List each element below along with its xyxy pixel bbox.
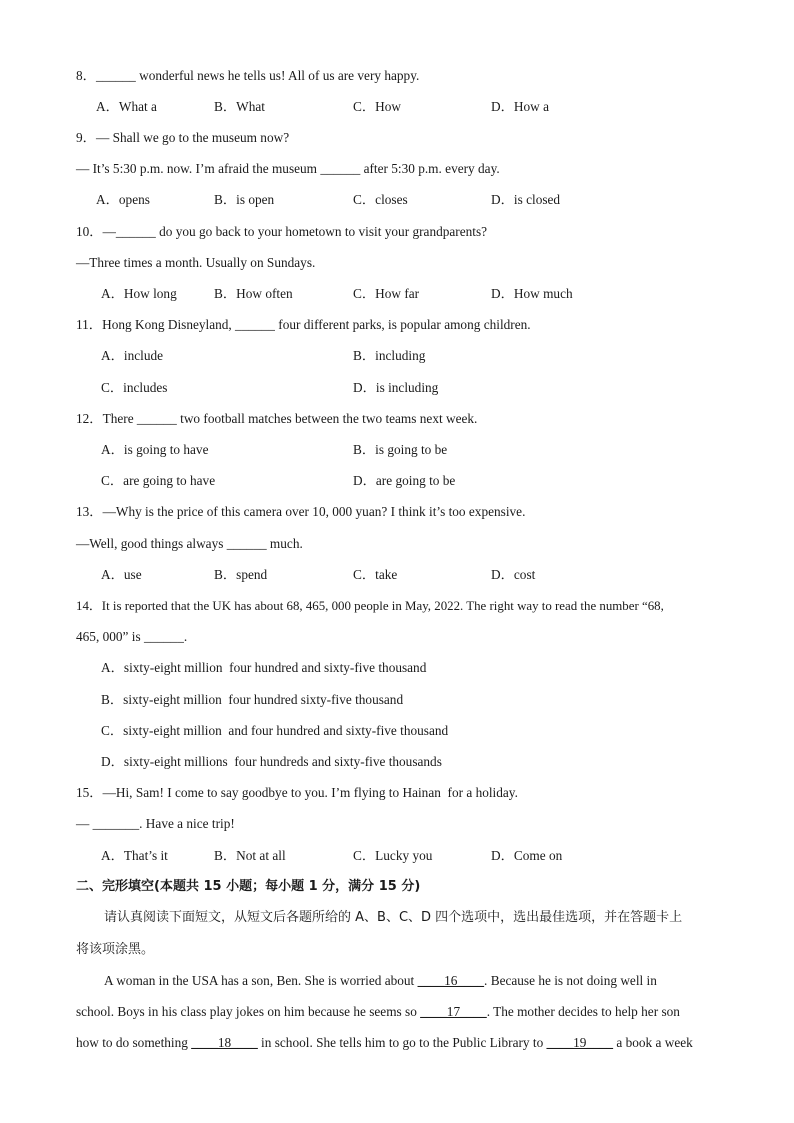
q12-option-c: C．are going to have [101,473,216,488]
q11-option-b: B．including [353,348,426,363]
q10-option-b: B．How often [214,286,293,301]
passage-text: in school. She tells him to go to the Public Library to [257,1035,547,1050]
q14-option-c: C．sixty-eight million and four hundred and sixty-five thousand [101,723,449,738]
q15-option-d: D．Come on [491,848,563,863]
question-13-reply: —Well, good things always ______ much. [76,536,303,551]
q12-option-d: D．are going to be [353,473,456,488]
q12-option-a: A．is going to have [101,442,209,457]
q8-option-b: B．What [214,99,265,114]
q15-option-b: B．Not at all [214,848,286,863]
question-14-stem: 14．It is reported that the UK has about 68, 465, 000 people in May, 2022. The right way to read the number “68, [76,599,664,613]
passage-text: how to do something [76,1035,192,1050]
q10-option-d: D．How much [491,286,573,301]
q15-option-a: A．That’s it [101,848,168,863]
q9-option-a: A．opens [96,192,150,207]
question-9-reply: — It’s 5:30 p.m. now. I’m afraid the museum ______ after 5:30 p.m. every day. [76,161,500,176]
question-8-stem: 8．______ wonderful news he tells us! All of us are very happy. [76,68,420,83]
blank-18: ____18____ [191,1035,258,1050]
q14-option-b: B．sixty-eight million four hundred sixty-five thousand [101,692,404,707]
passage-text: A woman in the USA has a son, Ben. She is worried about [104,973,418,988]
q11-option-c: C．includes [101,380,168,395]
passage-text: . The mother decides to help her son [486,1004,680,1019]
q14-option-d: D．sixty-eight millions four hundreds and sixty-five thousands [101,754,442,769]
blank-19: ____19____ [546,1035,614,1050]
q8-option-d: D．How a [491,99,549,114]
q13-option-c: C．take [353,567,398,582]
q11-option-a: A．include [101,348,164,363]
section-2-instruction-line-2: 将该项涂黑。 [76,942,155,957]
question-9-stem: 9．— Shall we go to the museum now? [76,130,290,145]
q11-option-d: D．is including [353,380,439,395]
q13-option-a: A．use [101,567,142,582]
question-11-stem: 11．Hong Kong Disneyland, ______ four different parks, is popular among children. [76,317,531,332]
q9-option-c: C．closes [353,192,408,207]
passage-text: a book a week [613,1035,693,1050]
blank-16: ____16____ [417,973,485,988]
passage-line-2 [76,1004,680,1020]
q13-option-d: D．cost [491,567,536,582]
section-2-instruction-line-1: 请认真阅读下面短文，从短文后各题所给的 A、B、C、D 四个选项中，选出最佳选项，并在答题卡上 [104,910,683,925]
q12-option-b: B．is going to be [353,442,448,457]
q8-option-a: A．What a [96,99,157,114]
q9-option-b: B．is open [214,192,275,207]
passage-text: school. Boys in his class play jokes on him because he seems so [76,1004,421,1019]
q10-option-a: A．How long [101,286,177,301]
question-13-stem: 13．—Why is the price of this camera over 10, 000 yuan? I think it’s too expensive. [76,504,526,519]
passage-line-1 [104,973,657,989]
passage-text: . Because he is not doing well in [484,973,657,988]
passage-line-3 [76,1035,693,1051]
question-10-reply: —Three times a month. Usually on Sundays. [76,255,316,270]
q8-option-c: C．How [353,99,402,114]
question-15-reply: — _______. Have a nice trip! [76,816,235,831]
section-2-heading: 二、完形填空(本题共 15 小题；每小题 1 分，满分 15 分) [76,879,421,894]
question-12-stem: 12．There ______ two football matches between the two teams next week. [76,411,478,426]
question-14-stem-cont: 465, 000” is ______. [76,629,188,644]
blank-17: ____17____ [420,1004,487,1019]
question-10-stem: 10．—______ do you go back to your hometown to visit your grandparents? [76,224,488,239]
q14-option-a: A．sixty-eight million four hundred and sixty-five thousand [101,660,427,675]
q13-option-b: B．spend [214,567,268,582]
q15-option-c: C．Lucky you [353,848,433,863]
q10-option-c: C．How far [353,286,420,301]
q9-option-d: D．is closed [491,192,561,207]
question-15-stem: 15．—Hi, Sam! I come to say goodbye to you. I’m flying to Hainan for a holiday. [76,785,518,800]
